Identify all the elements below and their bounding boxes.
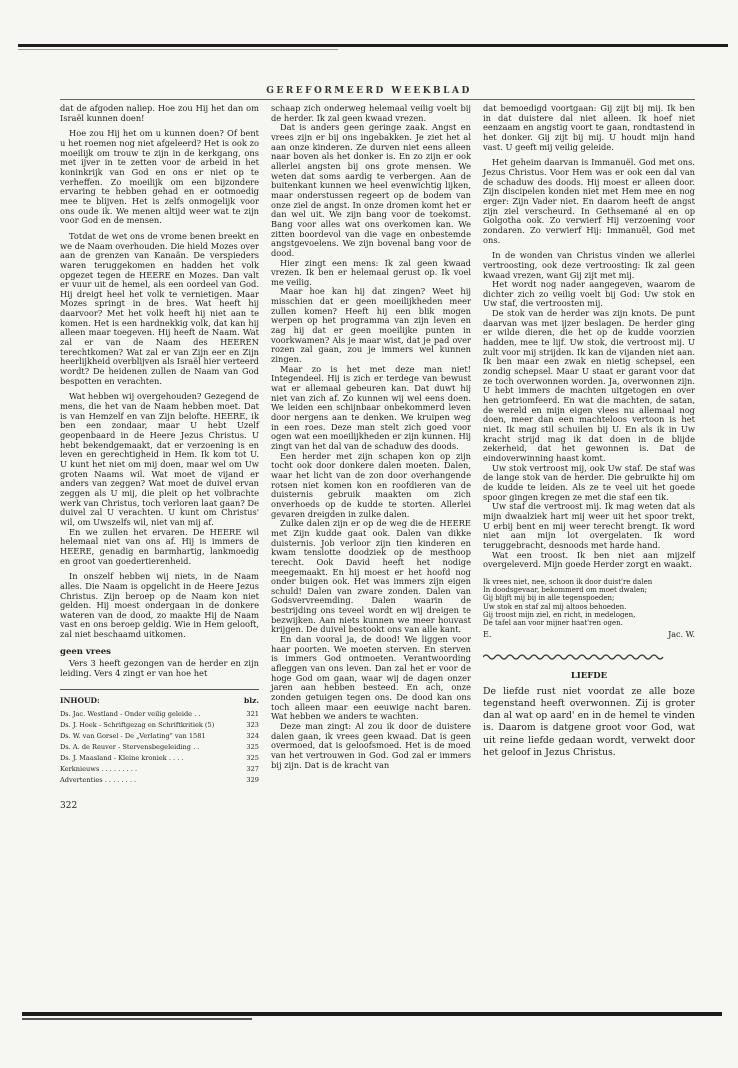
header-rule	[60, 99, 695, 100]
column-1	[60, 104, 259, 812]
toc-page: 321	[246, 710, 259, 719]
poem-line: Gij blijft mij bij in alle tegenspoeden;	[483, 594, 615, 603]
toc-row	[60, 709, 259, 720]
toc-row	[60, 775, 259, 786]
toc-page: 329	[246, 776, 259, 785]
toc-page: 325	[246, 743, 259, 752]
toc-row	[60, 720, 259, 731]
signature-initial: E.	[483, 629, 492, 639]
liefde-text: De liefde rust niet voordat ze alle boze tegenstand heeft overwonnen. Zij is groter dan al wat op aard' en in de hemel te vinden is. Daarom is datgene groot voor God, wat uit reine liefde gedaan wordt, verwekt door het geloof in Jezus Christus.	[483, 685, 695, 759]
toc-row	[60, 731, 259, 742]
paragraph: In de wonden van Christus vinden we allerlei vertroosting, ook deze vertroosting: Ik zal geen kwaad vrezen, want Gij zijt met mij.	[483, 250, 695, 280]
toc-title: INHOUD:	[60, 695, 100, 705]
toc-page: 323	[246, 721, 259, 730]
toc-text: Advertenties . . . . . . . .	[60, 776, 137, 785]
page-number: 322	[60, 801, 78, 812]
page-header: GEREFORMEERD WEEKBLAD	[266, 86, 472, 96]
liefde-title: LIEFDE	[570, 670, 608, 681]
poem-line: Gij troost mijn ziel, en richt, in medelogen,	[483, 611, 636, 620]
poem-line: De tafel aan voor mijner haat'ren ogen.	[483, 619, 623, 628]
toc-divider	[60, 689, 259, 690]
toc-text: Ds. J. Maasland - Kleine kroniek . . . .	[60, 754, 184, 763]
toc-row	[60, 764, 259, 775]
toc-page: 327	[246, 765, 259, 774]
paragraph: Zulke dalen zijn er op de weg die de HEERE met Zijn kudde gaat ook. Dalen van dikke duisternis. Job verloor zijn tien kinderen en kwam tenslotte doodziek op de mesthoop terecht. Ook David heeft het nodige meegemaakt. En hij moest er het hoofd nog onder buigen ook. Het was immers zijn eigen schuld! Dalen van zware zonden. Dalen van Godsvervreemding. Dalen waarin de bestrijding ons teveel wordt en wij dreigen te bezwijken. Aan niets kunnen we meer houvast krijgen. De duivel bestookt ons van alle kant.	[271, 518, 471, 635]
toc-header	[60, 696, 259, 706]
paragraph: Vers 3 heeft gezongen van de herder en zijn leiding. Vers 4 zingt er van hoe het	[60, 658, 259, 679]
paragraph: dat bemoedigd voortgaan: Gij zijt bij mij. Ik ben in dat duistere dal niet alleen. Ik hoef niet eenzaam en angstig voort te gaan, rondtastend in het donker. Gij zijt bij mij. U houdt mijn hand vast. U geeft mij veilig geleide.	[483, 103, 695, 152]
section-heading: geen vrees	[60, 646, 111, 657]
paragraph: En we zullen het ervaren. De HEERE wil helemaal niet van ons af. Hij is immers de HEERE, genadig en barmhartig, lankmoedig en groot van goedertierenheid.	[60, 526, 259, 566]
paragraph: Uw stok vertroost mij, ook Uw staf. De staf was de lange stok van de herder. Die gebruikte hij om de kudde te leiden. Als ze te veel uit het goede spoor gingen kregen ze met die staf een tik.	[483, 462, 695, 502]
column-3	[483, 104, 695, 759]
author-signature: Jac. W.	[668, 629, 695, 639]
paragraph: Een herder met zijn schapen kon op zijn tocht ook door donkere dalen moeten. Dalen, waar het licht van de zon door overhangende rotsen niet komen kon en roofdieren van de duisternis gebruik maakten om zich onverhoeds op de kudde te storten. Allerlei gevaren dreigden in zulke dalen.	[271, 450, 471, 519]
poem-verse	[483, 578, 695, 628]
paragraph: Uw staf die vertroost mij. Ik mag weten dat als mijn dwaalziek hart mij weer uit het spoor trekt, U erbij bent en mij weer terecht brengt. Ik word niet aan mijn lot overgelaten. Ik word teruggebracht, desnoods met harde hand.	[483, 501, 695, 550]
toc-row	[60, 753, 259, 764]
toc-page: 325	[246, 754, 259, 763]
paragraph: De stok van de herder was zijn knots. De punt daarvan was met ijzer beslagen. De herder ging er wilde dieren, die het op de kudde voorzien hadden, mee te lijf. Uw stok, die vertroost mij. U zult voor mij strijden. Ik kan de vijanden niet aan. Ik ben maar een zwak en nietig schepsel, een zondig schepsel. Maar U staat er garant voor dat ze toch overwonnen worden. Ja, overwonnen zijn. U hebt immers de machten uitgetogen en over hen getriomfeerd. En wat die machten, de satan, de wereld en mijn eigen vlees nu allemaal nog doen, meer dan een machteloos vertoon is het niet. Ik mag stil schuilen bij U. En als ik in Uw kracht strijd mag ik dat doen in de blijde zekerheid, dat het gewonnen is. Dat de eindoverwinning haast komt.	[483, 308, 695, 463]
paragraph: Hoe zou Hij het om u kunnen doen? Of bent u het roemen nog niet afgeleerd? Het is ook zo moeilijk om trouw te zijn in de kerkgang, ons met ijver in te zetten voor de arbeid in het koninkrijk van God en ons er niet op te verheffen. Zo moeilijk om een bijzondere ervaring te hebben gehad en er ootmoedig mee te blijven. Het is zelfs onmogelijk voor ons oude ik. We menen altijd weer wat te zijn voor God en de mensen.	[60, 128, 259, 226]
paragraph: Hier zingt een mens: Ik zal geen kwaad vrezen. Ik ben er helemaal gerust op. Ik voel me veilig.	[271, 257, 471, 287]
column-2	[271, 104, 471, 770]
paragraph: Wat hebben wij overgehouden? Gezegend de mens, die het van de Naam hebben moet. Dat is van Hemzelf en van Zijn belofte. HEERE, ik ben een zondaar, maar U hebt Uzelf geopenbaard in de Heere Jezus Christus. U hebt bekendgemaakt, dat er verzoening is en leven en gerechtigheid in Hem. Ik kom tot U. U kunt het niet om mij doen, maar wel om Uw groten Naams wil. Wat moet de vijand er anders van zeggen? Wat moet de duivel ervan zeggen als U mij, die pleit op het volbrachte werk van Christus, toch verloren laat gaan? De duivel zal U verachten. U kunt om Christus' wil, om Uwszelfs wil, niet van mij af.	[60, 391, 259, 527]
poem-line: Ik vrees niet, nee, schoon ik door duist're dalen	[483, 577, 653, 586]
paragraph: Wat een troost. Ik ben niet aan mijzelf overgeleverd. Mijn goede Herder zorgt en waakt.	[483, 549, 695, 570]
top-border	[18, 44, 728, 47]
wave-divider	[483, 653, 695, 661]
signature-row	[483, 630, 695, 640]
poem-line: In doodsgevaar, bekommerd om moet dwalen;	[483, 586, 647, 595]
paragraph: Het geheim daarvan is Immanuël. God met ons. Jezus Christus. Voor Hem was er ook een dal van de schaduw des doods. Hij moest er alleen door. Zijn discipelen konden niet met Hem mee en nog erger: Zijn Vader niet. En daarom heeft de angst zijn ziel verscheurd. In Gethsemané al en op Golgotha ook. Zo verwierf Hij verzoening voor zondaren. Zo verwierf Hij: Immanuël, God met ons.	[483, 157, 695, 245]
paragraph: In onszelf hebben wij niets, in de Naam alles. Die Naam is opgelicht in de Heere Jezus Christus. Zijn beroep op de Naam kon niet gelden. Hij moest ondergaan in de donkere wateren van de dood, zo maakte Hij de Naam vast en ons beroep geldig. Wie in Hem gelooft, zal niet beschaamd uitkomen.	[60, 571, 259, 640]
toc-text: Ds. J. Hoek - Schriftgezag en Schriftkritiek (5)	[60, 721, 215, 730]
toc-text: Ds. A. de Reuver - Stervensbegeleiding . .	[60, 743, 200, 752]
toc-text: Ds. Jac. Westland - Onder veilig geleide . .	[60, 710, 201, 719]
toc-text: Ds. W. van Gorsel - De „Verlating" van 1581	[60, 732, 206, 741]
bottom-border	[22, 1012, 722, 1016]
bottom-border-thin	[22, 1018, 252, 1020]
paragraph: dat de afgoden naliep. Hoe zou Hij het dan om Israël kunnen doen!	[60, 103, 259, 123]
paragraph: Deze man zingt: Al zou ik door de duistere dalen gaan, ik vrees geen kwaad. Dat is geen overmoed, dat is geloofsmoed. Het is de moed van het vertrouwen in God. God zal er immers bij zijn. Dat is de kracht van	[271, 721, 471, 770]
toc-page: 324	[246, 732, 259, 741]
toc-page-label: blz.	[244, 695, 259, 705]
toc-row	[60, 742, 259, 753]
paragraph: Maar hoe kan hij dat zingen? Weet hij misschien dat er geen moeilijkheden meer zullen komen? Heeft hij een blik mogen werpen op het programma van zijn leven en zag hij dat er geen moeilijke punten in voorkwamen? Als je maar wist, dat je pad over rozen zal gaan, zou je immers wel kunnen zingen.	[271, 286, 471, 365]
paragraph: Totdat de wet ons de vrome benen breekt en we de Naam overhouden. Die hield Mozes over aan de grenzen van Kanaän. De verspieders waren teruggekomen en hadden het volk opgezet tegen de HEERE en Mozes. Dan valt er vuur uit de hemel, als een oordeel van God. Hij dreigt heel het volk te vernietigen. Maar Mozes springt in de bres. Wat heeft hij daarvoor? Met het volk heeft hij niet aan te komen. Het is een hardnekkig volk, dat kan hij alleen maar toegeven. Hij heeft de Naam. Wat zal er van de Naam des HEEREN terechtkomen? Wat zal er van Zijn eer en Zijn heerlijkheid overblijven als Israël hier verteerd wordt? De heidenen zullen de Naam van God bespotten en verachten.	[60, 230, 259, 386]
paragraph: Maar zo is het met deze man niet! Integendeel. Hij is zich er terdege van bewust wat er allemaal gebeuren kan. Dat duwt hij niet van zich af. Zo kunnen wij wel eens doen. We leiden een schijnbaar onbekommerd leven door nergens aan te denken. We kruipen weg in een roes. Deze man stelt zich goed voor ogen wat een moeilijkheden er zijn kunnen. Hij zingt van het dal van de schaduw des doods.	[271, 363, 471, 451]
paragraph: schaap zich onderweg helemaal veilig voelt bij de herder. Ik zal geen kwaad vrezen.	[271, 103, 471, 123]
paragraph: En dan vooral ja, de dood! We liggen voor haar poorten. We moeten sterven. En sterven is immers God ontmoeten. Verantwoording afleggen van ons leven. Dan zal het er voor de hoge God om gaan, waar wij de dagen onzer jaren aan hebben besteed. En ach, onze zonden getuigen tegen ons. De dood kan ons toch alleen maar een eeuwige nacht baren. Wat hebben we anders te wachten.	[271, 634, 471, 722]
paragraph: Dat is anders geen geringe zaak. Angst en vrees zijn er bij ons ingebakken. Je ziet het al aan onze kinderen. Ze durven niet eens alleen naar boven als het donker is. En zo zijn er ook allerlei angsten bij ons grote mensen. We weten dat soms aardig te verbergen. Aan de buitenkant kunnen we heel evenwichtig lijken, maar onderstussen regeert op de bodem van onze ziel de angst. In onze dromen komt het er dan wel uit. We zijn bang voor de toekomst. Bang voor alles wat ons overkomen kan. We zitten boordevol van die vage en onbestemde angstgevoelens. We zijn bovenal bang voor de dood.	[271, 122, 471, 258]
paragraph: Het wordt nog nader aangegeven, waarom de dichter zich zo veilig voelt bij God: Uw stok en Uw staf, die vertroosten mij.	[483, 279, 695, 309]
poem-line: Uw stok en staf zal mij altoos behoeden.	[483, 602, 627, 611]
toc-text: Kerknieuws . . . . . . . . .	[60, 765, 138, 774]
top-border-thin	[18, 49, 338, 50]
toc-list	[60, 709, 259, 786]
